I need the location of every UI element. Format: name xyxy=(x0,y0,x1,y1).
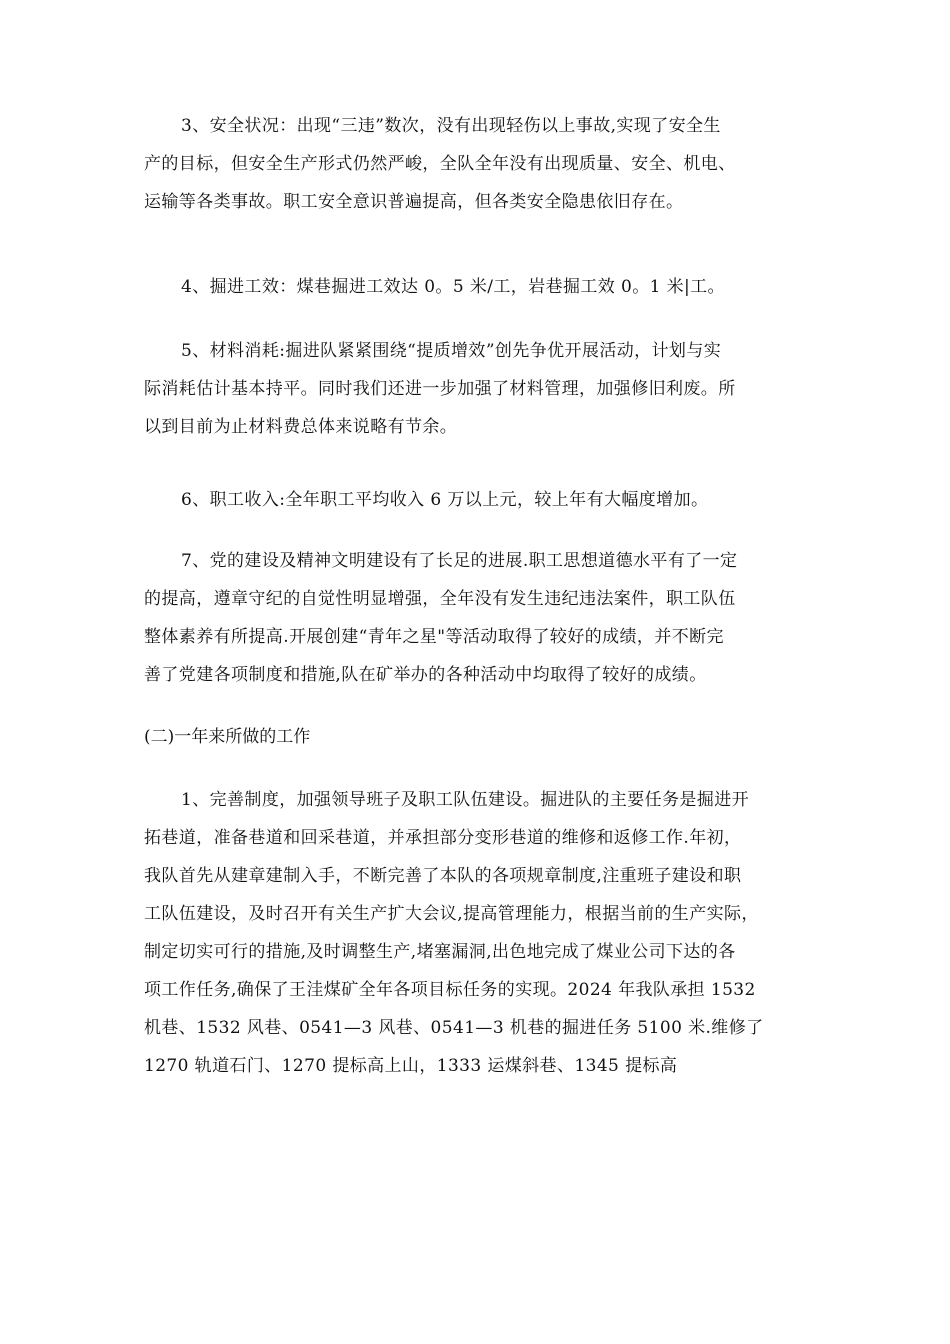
text-line: 1270 轨道石门、1270 提标高上山，1333 运煤斜巷、1345 提标高 xyxy=(144,1056,678,1076)
text-line: 产的目标，但安全生产形式仍然严峻，全队全年没有出现质量、安全、机电、 xyxy=(144,154,736,174)
paragraph-material-consumption xyxy=(144,332,824,446)
text-line: 我队首先从建章建制入手，不断完善了本队的各项规章制度,注重班子建设和职 xyxy=(144,866,742,886)
text-line: 3、安全状况：出现“三违”数次，没有出现轻伤以上事故,实现了安全生 xyxy=(181,116,721,136)
text-line: 1、完善制度，加强领导班子及职工队伍建设。掘进队的主要任务是掘进开 xyxy=(181,790,750,810)
text-line: 整体素养有所提高.开展创建“青年之星"等活动取得了较好的成绩，并不断完 xyxy=(144,627,724,647)
section-heading: (二)一年来所做的工作 xyxy=(144,727,311,747)
text-line: 机巷、1532 风巷、0541—3 风巷、0541—3 机巷的掘进任务 5100 米.维修了 xyxy=(144,1018,764,1038)
paragraph-safety-status xyxy=(144,107,824,221)
text-line: 工队伍建设，及时召开有关生产扩大会议,提高管理能力，根据当前的生产实际， xyxy=(144,904,759,924)
text-line: 的提高，遵章守纪的自觉性明显增强，全年没有发生违纪违法案件，职工队伍 xyxy=(144,589,736,609)
text-line: 制定切实可行的措施,及时调整生产,堵塞漏洞,出色地完成了煤业公司下达的各 xyxy=(144,942,736,962)
paragraph-party-building xyxy=(144,542,824,694)
text-line: 拓巷道，准备巷道和回采巷道，并承担部分变形巷道的维修和返修工作.年初， xyxy=(144,828,742,848)
text-line: 5、材料消耗:掘进队紧紧围绕“提质增效”创先争优开展活动，计划与实 xyxy=(181,341,722,361)
text-line: 际消耗估计基本持平。同时我们还进一步加强了材料管理，加强修旧利废。所 xyxy=(144,379,736,399)
text-line: 项工作任务,确保了王洼煤矿全年各项目标任务的实现。2024 年我队承担 1532 xyxy=(144,980,756,1000)
text-line: 运输等各类事故。职工安全意识普遍提高，但各类安全隐患依旧存在。 xyxy=(144,192,684,212)
paragraph-employee-income xyxy=(144,481,824,519)
text-line: 6、职工收入:全年职工平均收入 6 万以上元，较上年有大幅度增加。 xyxy=(181,490,709,510)
text-line: 善了党建各项制度和措施,队在矿举办的各种活动中均取得了较好的成绩。 xyxy=(144,665,707,685)
text-line: 4、掘进工效：煤巷掘进工效达 0。5 米/工，岩巷掘工效 0。1 米|工。 xyxy=(181,277,725,297)
paragraph-excavation-efficiency xyxy=(144,268,824,306)
paragraph-system-improvement xyxy=(144,781,824,1085)
text-line: 7、党的建设及精神文明建设有了长足的进展.职工思想道德水平有了一定 xyxy=(181,551,738,571)
text-line: 以到目前为止材料费总体来说略有节余。 xyxy=(144,417,458,437)
